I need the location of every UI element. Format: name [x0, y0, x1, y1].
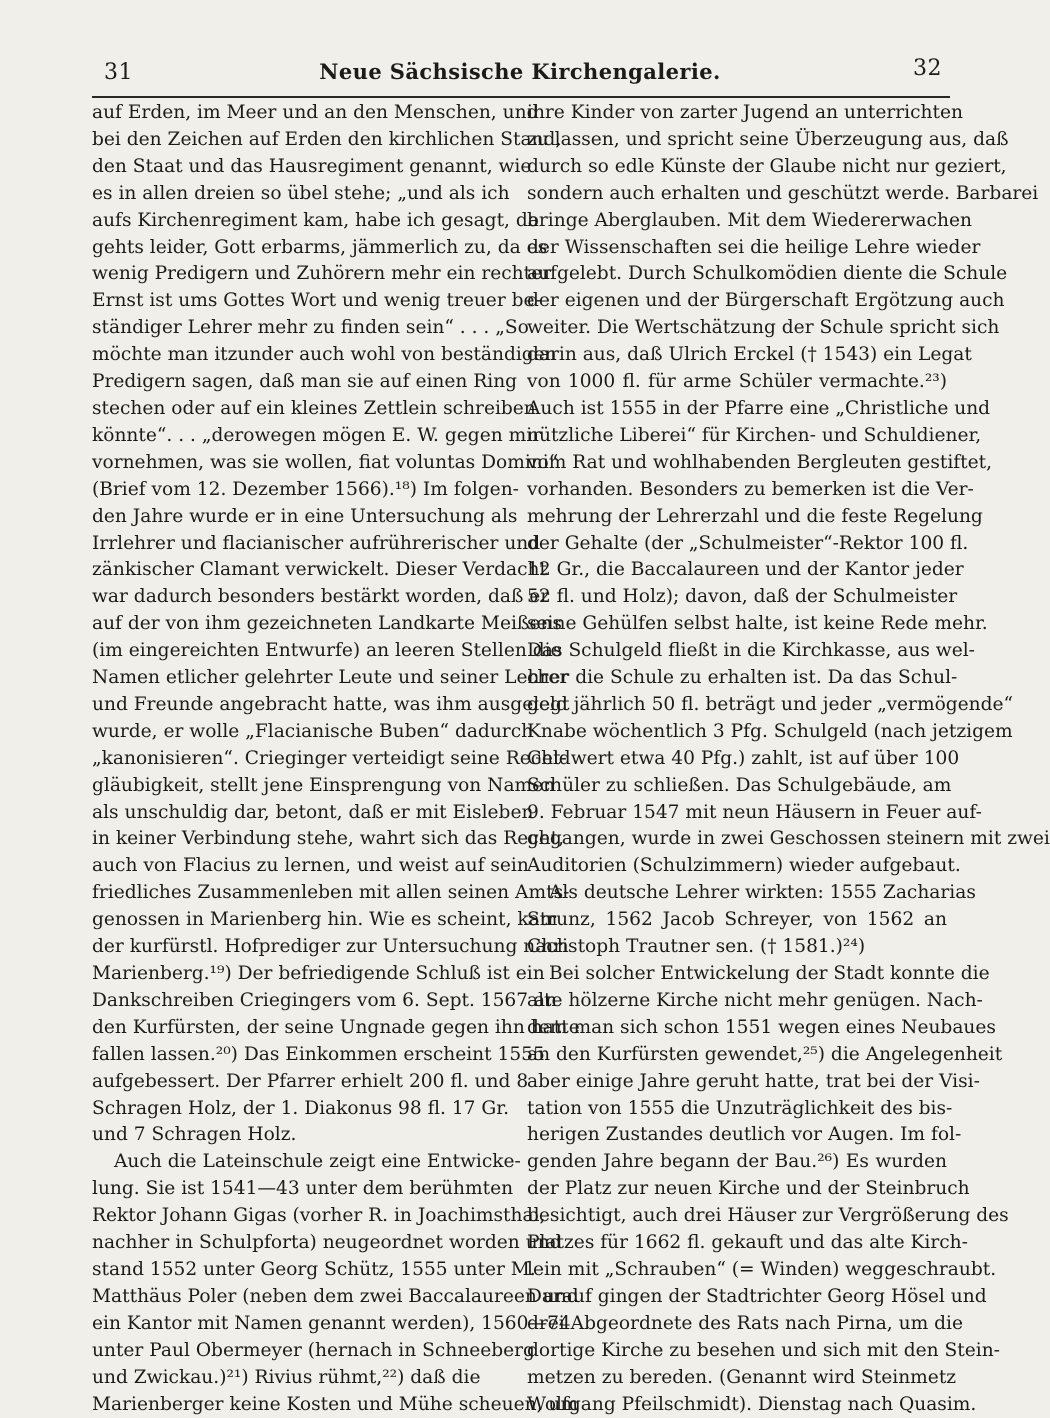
text-line: lung. Sie ist 1541—43 unter dem berühmten — [92, 1178, 514, 1200]
text-line: nützliche Liberei“ für Kirchen- und Schuldiener, — [527, 424, 982, 446]
text-line: nachher in Schulpforta) neugeordnet worden und — [92, 1232, 562, 1254]
text-line: stand 1552 unter Georg Schütz, 1555 unter M. — [92, 1258, 536, 1280]
text-line: 12 Gr., die Baccalaureen und der Kantor jeder — [527, 559, 964, 581]
page-number-left: 31 — [104, 60, 133, 85]
text-line: zu lassen, und spricht seine Überzeugung aus, daß — [527, 128, 1009, 150]
text-line: als unschuldig dar, betont, daß er mit Eisleben — [92, 801, 534, 823]
text-line: cher die Schule zu erhalten ist. Da das Schul- — [527, 667, 958, 689]
text-line: sondern auch erhalten und geschützt werde. Barbarei — [527, 182, 1039, 204]
text-line: (Brief vom 12. Dezember 1566).¹⁸) Im folgen- — [92, 478, 519, 500]
text-line: Auch ist 1555 in der Pfarre eine „Christliche und — [527, 397, 991, 419]
text-line: (im eingereichten Entwurfe) an leeren Stellen die — [92, 640, 562, 662]
text-line: Auch die Lateinschule zeigt eine Entwicke- — [114, 1151, 521, 1173]
text-line: aufs Kirchenregiment kam, habe ich gesagt, da — [92, 209, 539, 231]
text-line: Rektor Johann Gigas (vorher R. in Joachimsthal, — [92, 1205, 546, 1227]
text-line: fallen lassen.²⁰) Das Einkommen erscheint 1555 — [92, 1043, 545, 1065]
text-line: friedliches Zusammenleben mit allen seinen Amts- — [92, 882, 570, 904]
text-line: aber einige Jahre geruht hatte, trat bei der Visi- — [527, 1070, 980, 1092]
text-line: Marienberger keine Kosten und Mühe scheuen, um — [92, 1393, 579, 1415]
text-line: den Staat und das Hausregiment genannt, wie — [92, 155, 532, 177]
text-line: Schragen Holz, der 1. Diakonus 98 fl. 17 Gr. — [92, 1097, 509, 1119]
text-line: stechen oder auf ein kleines Zettlein schreiben — [92, 397, 536, 419]
header-rule — [92, 96, 950, 98]
text-line: den Jahre wurde er in eine Untersuchung als — [92, 505, 518, 527]
text-line: Darauf gingen der Stadtrichter Georg Hösel und — [527, 1285, 987, 1307]
running-header — [92, 56, 948, 96]
text-line: Namen etlicher gelehrter Leute und seiner Lehrer — [92, 667, 569, 689]
running-title: Neue Sächsische Kirchengalerie. — [319, 59, 721, 84]
text-line: 9. Februar 1547 mit neun Häusern in Feuer auf- — [527, 801, 982, 823]
text-line: wenig Predigern und Zuhörern mehr ein rechter — [92, 263, 551, 285]
text-line: ein Kantor mit Namen genannt werden), 1560—74 — [92, 1312, 571, 1334]
text-line: der eigenen und der Bürgerschaft Ergötzung auch — [527, 290, 1005, 312]
text-line: auch von Flacius zu lernen, und weist auf sein — [92, 855, 529, 877]
text-line: bringe Aberglauben. Mit dem Wiedererwachen — [527, 209, 972, 231]
text-line: „kanonisieren“. Crieginger verteidigt seine Recht- — [92, 747, 567, 769]
text-line: der Wissenschaften sei die heilige Lehre wieder — [527, 236, 981, 258]
text-line: und 7 Schragen Holz. — [92, 1124, 297, 1146]
text-line: den Kurfürsten, der seine Ungnade gegen ihn hatte — [92, 1016, 580, 1038]
right-text-column — [527, 100, 1050, 1415]
text-line: gehts leider, Gott erbarms, jämmerlich zu, da es — [92, 236, 548, 258]
text-line: aufgelebt. Durch Schulkomödien diente die Schule — [527, 263, 1008, 285]
text-line: ständiger Lehrer mehr zu finden sein“ . . . „So — [92, 317, 529, 339]
text-line: möchte man itzunder auch wohl von beständigen — [92, 344, 557, 366]
text-line: 52 fl. und Holz); davon, daß der Schulmeister — [527, 586, 958, 608]
text-line: alte hölzerne Kirche nicht mehr genügen. Nach- — [527, 989, 983, 1011]
text-line: drei Abgeordnete des Rats nach Pirna, um die — [527, 1312, 963, 1334]
text-line: zänkischer Clamant verwickelt. Dieser Verdacht — [92, 559, 547, 581]
text-line: Predigern sagen, daß man sie auf einen Ring — [92, 371, 518, 393]
text-line: darin aus, daß Ulrich Erckel († 1543) ein Legat — [527, 344, 972, 366]
text-line: der Platz zur neuen Kirche und der Steinbruch — [527, 1178, 970, 1200]
text-line: Platzes für 1662 fl. gekauft und das alte Kirch- — [527, 1232, 968, 1254]
text-line: Das Schulgeld fließt in die Kirchkasse, aus wel- — [527, 640, 975, 662]
text-line: metzen zu bereden. (Genannt wird Steinmetz — [527, 1366, 957, 1388]
text-line: auf der von ihm gezeichneten Landkarte Meißens — [92, 613, 562, 635]
page-number-right: 32 — [913, 56, 942, 81]
text-line: Irrlehrer und flacianischer aufrührerischer und — [92, 532, 541, 554]
text-line: wurde, er wolle „Flacianische Buben“ dadurch — [92, 720, 534, 742]
text-line: Dankschreiben Criegingers vom 6. Sept. 1567 an — [92, 989, 558, 1011]
text-line: tation von 1555 die Unzuträglichkeit des bis- — [527, 1097, 953, 1119]
text-line: Strunz, 1562 Jacob Schreyer, von 1562 an — [527, 909, 947, 931]
text-line: auf Erden, im Meer und an den Menschen, und — [92, 102, 539, 123]
text-line: unter Paul Obermeyer (hernach in Schneeberg — [92, 1339, 535, 1361]
text-line: genossen in Marienberg hin. Wie es scheint, kam — [92, 909, 558, 931]
text-line: weiter. Die Wertschätzung der Schule spricht sich — [527, 317, 1000, 339]
text-line: der kurfürstl. Hofprediger zur Untersuchung nach — [92, 936, 569, 958]
text-line: Matthäus Poler (neben dem zwei Baccalaureen und — [92, 1285, 579, 1307]
text-line: vorhanden. Besonders zu bemerken ist die Ver- — [527, 478, 974, 500]
text-line: von 1000 fl. für arme Schüler vermachte.²³) — [527, 371, 947, 393]
text-line: Christoph Trautner sen. († 1581.)²⁴) — [527, 936, 866, 958]
text-line: genden Jahre begann der Bau.²⁶) Es wurden — [527, 1151, 947, 1173]
text-line: geld jährlich 50 fl. beträgt und jeder „vermögende“ — [527, 693, 1014, 715]
text-line: Schüler zu schließen. Das Schulgebäude, am — [527, 774, 952, 796]
text-line: Bei solcher Entwickelung der Stadt konnte die — [549, 963, 990, 984]
text-line: herigen Zustandes deutlich vor Augen. Im fol- — [527, 1124, 962, 1146]
text-line: Marienberg.¹⁹) Der befriedigende Schluß ist ein — [92, 963, 545, 984]
text-line: der Gehalte (der „Schulmeister“-Rektor 100 fl. — [527, 532, 969, 554]
text-line: mehrung der Lehrerzahl und die feste Regelung — [527, 505, 983, 527]
text-line: war dadurch besonders bestärkt worden, daß er — [92, 586, 550, 608]
text-line: bei den Zeichen auf Erden den kirchlichen Stand, — [92, 128, 562, 150]
text-line: könnte“. . . „derowegen mögen E. W. gegen mir — [92, 424, 542, 446]
text-line: vom Rat und wohlhabenden Bergleuten gestiftet, — [527, 451, 993, 473]
text-line: ihre Kinder von zarter Jugend an unterrichten — [527, 102, 963, 123]
text-line: Auditorien (Schulzimmern) wieder aufgebaut. — [527, 855, 961, 877]
text-line: an den Kurfürsten gewendet,²⁵) die Angelegenheit — [527, 1043, 1003, 1065]
text-line: seine Gehülfen selbst halte, ist keine Rede mehr. — [527, 613, 988, 635]
text-line: Knabe wöchentlich 3 Pfg. Schulgeld (nach jetzigem — [527, 720, 1013, 742]
text-line: dortige Kirche zu besehen und sich mit den Stein- — [527, 1339, 1000, 1361]
text-line: Als deutsche Lehrer wirkten: 1555 Zacharias — [549, 882, 976, 904]
text-line: dem man sich schon 1551 wegen eines Neubaues — [527, 1016, 996, 1038]
text-line: es in allen dreien so übel stehe; „und als ich — [92, 182, 510, 204]
text-line: durch so edle Künste der Glaube nicht nur geziert, — [527, 155, 1007, 177]
text-line: Wolfgang Pfeilschmidt). Dienstag nach Quasim. — [527, 1393, 977, 1415]
text-line: aufgebessert. Der Pfarrer erhielt 200 fl. und 8 — [92, 1070, 529, 1092]
left-text-column — [92, 100, 580, 1415]
text-line: Geldwert etwa 40 Pfg.) zahlt, ist auf über 100 — [527, 747, 960, 769]
text-line: gegangen, wurde in zwei Geschossen steinern mit zwei — [527, 828, 1050, 850]
text-line: gläubigkeit, stellt jene Einsprengung von Namen — [92, 774, 556, 796]
text-line: lein mit „Schrauben“ (= Winden) weggeschraubt. — [527, 1258, 997, 1280]
text-line: vornehmen, was sie wollen, fiat voluntas Domini“ — [92, 451, 559, 473]
text-line: und Freunde angebracht hatte, was ihm ausgelegt — [92, 693, 570, 715]
text-line: und Zwickau.)²¹) Rivius rühmt,²²) daß die — [92, 1366, 481, 1388]
text-line: Ernst ist ums Gottes Wort und wenig treuer be- — [92, 290, 541, 312]
text-line: in keiner Verbindung stehe, wahrt sich das Recht, — [92, 828, 564, 850]
text-line: besichtigt, auch drei Häuser zur Vergrößerung des — [527, 1205, 1009, 1227]
